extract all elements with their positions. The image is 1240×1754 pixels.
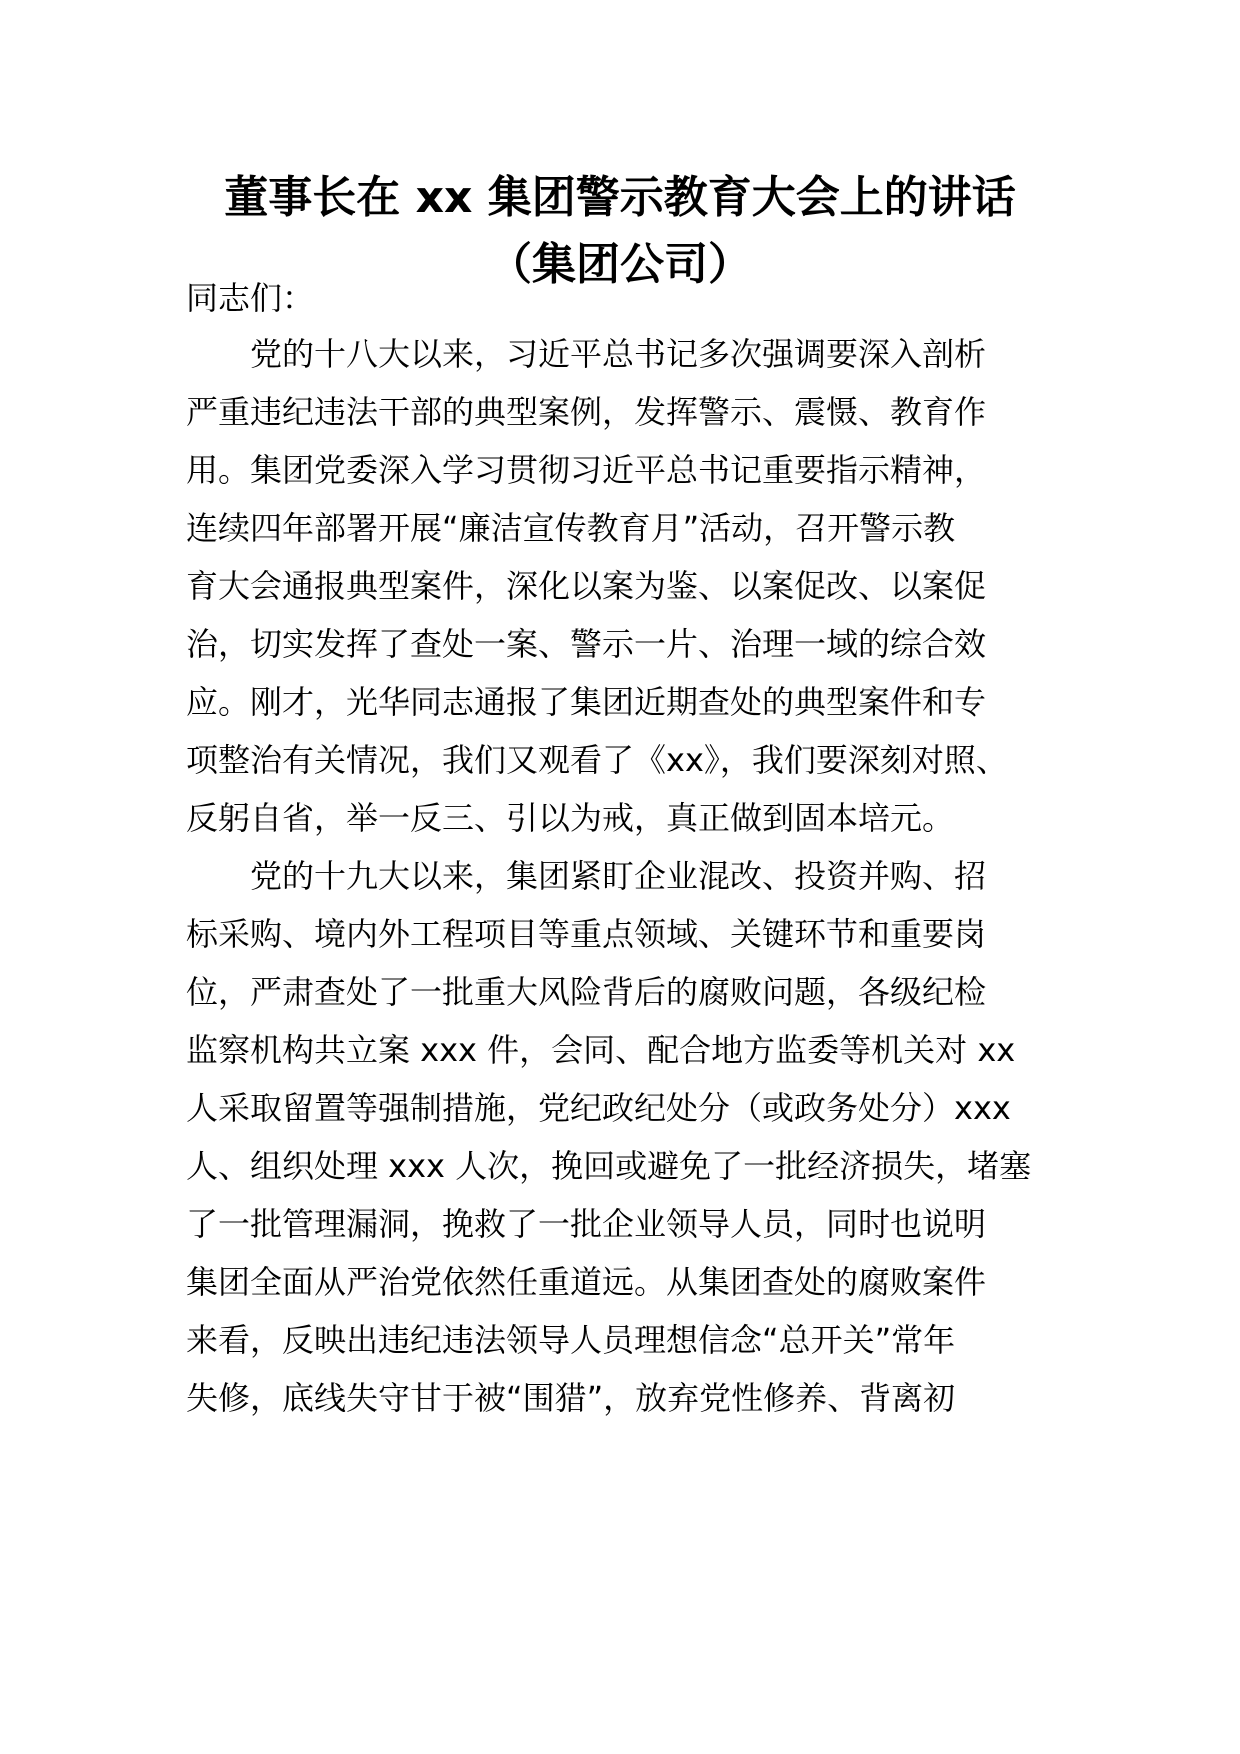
document-title: 董事长在 xx 集团警示教育大会上的讲话 (224, 172, 1016, 223)
paragraph-line: 来看，反映出违纪违法领导人员理想信念“总开关”常年 (186, 1321, 956, 1359)
paragraph-line: 党的十八大以来，习近平总书记多次强调要深入剖析 (250, 335, 987, 373)
paragraph-line: 监察机构共立案 xxx 件，会同、配合地方监委等机关对 xx (186, 1031, 1016, 1069)
paragraph-line: 人、组织处理 xxx 人次，挽回或避免了一批经济损失，堵塞 (186, 1147, 1032, 1185)
paragraph-line: 项整治有关情况，我们又观看了《xx》，我们要深刻对照、 (186, 741, 1008, 779)
paragraph-line: 位，严肃查处了一批重大风险背后的腐败问题，各级纪检 (186, 973, 987, 1011)
paragraph-line: 用。集团党委深入学习贯彻习近平总书记重要指示精神， (186, 451, 987, 489)
paragraph-line: 人采取留置等强制措施，党纪政纪处分（或政务处分）xxx (186, 1089, 1011, 1127)
salutation: 同志们： (186, 279, 315, 317)
paragraph-line: 标采购、境内外工程项目等重点领域、关键环节和重要岗 (186, 915, 987, 953)
paragraph-line: 了一批管理漏洞，挽救了一批企业领导人员，同时也说明 (186, 1205, 987, 1243)
paragraph-line: 连续四年部署开展“廉洁宣传教育月”活动，召开警示教 (186, 509, 956, 547)
paragraph-line: 反躬自省，举一反三、引以为戒，真正做到固本培元。 (186, 799, 955, 837)
paragraph-line: 集团全面从严治党依然任重道远。从集团查处的腐败案件 (186, 1263, 987, 1301)
document-subtitle: （集团公司） (488, 239, 752, 290)
paragraph-line: 失修，底线失守甘于被“围猎”，放弃党性修养、背离初 (186, 1379, 956, 1417)
paragraph-line: 治，切实发挥了查处一案、警示一片、治理一域的综合效 (186, 625, 987, 663)
paragraph-line: 育大会通报典型案件，深化以案为鉴、以案促改、以案促 (186, 567, 987, 605)
paragraph-line: 应。刚才，光华同志通报了集团近期查处的典型案件和专 (186, 683, 987, 721)
paragraph-line: 党的十九大以来，集团紧盯企业混改、投资并购、招 (250, 857, 987, 895)
paragraph-line: 严重违纪违法干部的典型案例，发挥警示、震慑、教育作 (186, 393, 987, 431)
